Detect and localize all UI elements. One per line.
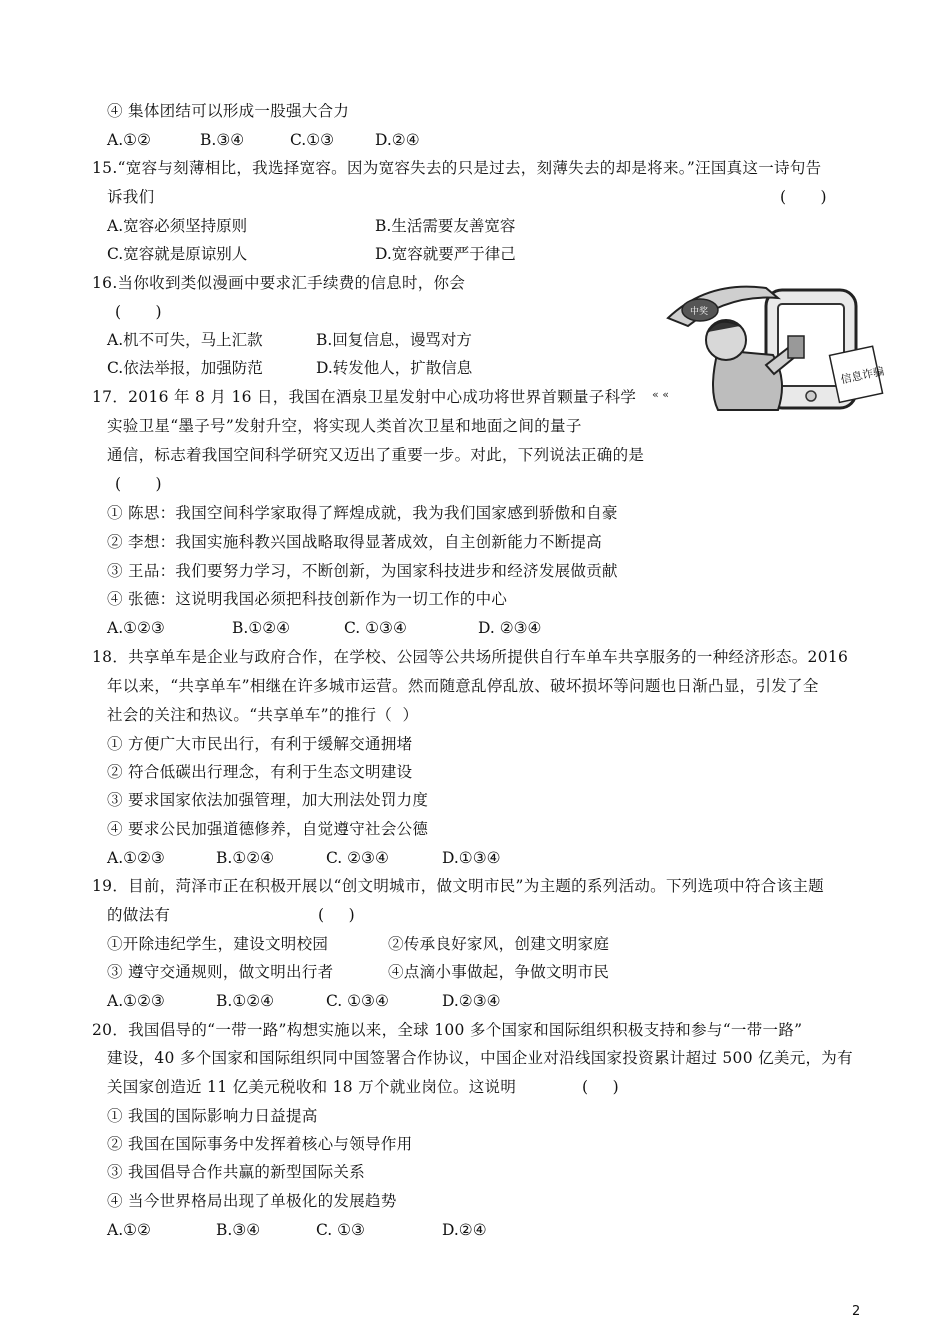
q15-answer-bracket: ( ) — [780, 188, 827, 206]
q18-option-a: A.①②③ — [107, 849, 165, 867]
q15-option-b: B.生活需要友善宽容 — [375, 217, 516, 235]
q20-option-a: A.①② — [107, 1221, 151, 1239]
q20-stem-line1: 20．我国倡导的“一带一路”构想实施以来，全球 100 多个国家和国际组织积极支持和参与“一带一路” — [92, 1021, 803, 1039]
q18-item-3: ③ 要求国家依法加强管理，加大刑法处罚力度 — [107, 791, 429, 809]
q17-stem-line3: 通信，标志着我国空间科学研究又迈出了重要一步。对此，下列说法正确的是 — [107, 446, 645, 464]
q19-item-4: ④点滴小事做起，争做文明市民 — [388, 963, 610, 981]
q14-option-d: D.②④ — [375, 131, 420, 149]
q17-item-4: ④ 张德：这说明我国必须把科技创新作为一切工作的中心 — [107, 590, 508, 608]
q14-option-c: C.①③ — [290, 131, 335, 149]
q20-stem-line2: 建设，40 多个国家和国际组织同中国签署合作协议，中国企业对沿线国家投资累计超过 500 亿美元，为有 — [107, 1049, 853, 1067]
q14-option-b: B.③④ — [200, 131, 245, 149]
cartoon-label-text: 信息诈骗 — [839, 364, 886, 387]
q16-stem-line1: 16.当你收到类似漫画中要求汇手续费的信息时，你会 — [92, 274, 466, 292]
q18-stem-line2: 年以来，“共享单车”相继在许多城市运营。然而随意乱停乱放、破坏损坏等问题也日渐凸显，引发了全 — [107, 677, 819, 695]
q17-stem-line2: 实验卫星“墨子号”发射升空，将实现人类首次卫星和地面之间的量子 — [107, 417, 582, 435]
q20-item-4: ④ 当今世界格局出现了单极化的发展趋势 — [107, 1192, 397, 1210]
q15-option-c: C.宽容就是原谅别人 — [107, 245, 248, 263]
q15-option-d: D.宽容就要严于律己 — [375, 245, 516, 263]
q17-option-a: A.①②③ — [107, 619, 165, 637]
q17-option-b: B.①②④ — [232, 619, 291, 637]
q18-option-b: B.①②④ — [216, 849, 275, 867]
fraud-cartoon-illustration — [648, 270, 886, 418]
q18-item-1: ① 方便广大市民出行，有利于缓解交通拥堵 — [107, 735, 413, 753]
q20-option-d: D.②④ — [442, 1221, 487, 1239]
q16-option-c: C.依法举报，加强防范 — [107, 359, 263, 377]
q17-option-d: D. ②③④ — [478, 619, 542, 637]
q20-stem-line3: 关国家创造近 11 亿美元税收和 18 万个就业岗位。这说明 — [107, 1078, 517, 1096]
q18-item-4: ④ 要求公民加强道德修养，自觉遵守社会公德 — [107, 820, 429, 838]
q17-answer-bracket: ( ) — [115, 475, 162, 493]
q17-item-3: ③ 王品：我们要努力学习，不断创新，为国家科技进步和经济发展做贡献 — [107, 562, 618, 580]
q20-item-3: ③ 我国倡导合作共赢的新型国际关系 — [107, 1163, 366, 1181]
q20-item-1: ① 我国的国际影响力日益提高 — [107, 1107, 318, 1125]
q19-item-2: ②传承良好家风，创建文明家庭 — [388, 935, 610, 953]
q19-answer-bracket: ( ) — [318, 906, 355, 924]
q17-item-1: ① 陈思：我国空间科学家取得了辉煌成就，我为我们国家感到骄傲和自豪 — [107, 504, 618, 522]
q19-item-3: ③ 遵守交通规则，做文明出行者 — [107, 963, 334, 981]
cartoon-cap-text: 中奖 — [690, 307, 709, 317]
q15-stem-line2: 诉我们 — [107, 188, 155, 206]
q19-option-b: B.①②④ — [216, 992, 275, 1010]
q18-stem-line1: 18．共享单车是企业与政府合作，在学校、公园等公共场所提供自行车单车共享服务的一种经济形态。2016 — [92, 648, 849, 666]
q17-option-c: C. ①③④ — [344, 619, 407, 637]
q19-stem-line2: 的做法有 — [107, 906, 171, 924]
q19-stem-line1: 19．目前，菏泽市正在积极开展以“创文明城市，做文明市民”为主题的系列活动。下列选项中符合该主题 — [92, 877, 824, 895]
q15-stem-line1: 15.“宽容与刻薄相比，我选择宽容。因为宽容失去的只是过去，刻薄失去的却是将来。”汪国真这一诗句告 — [92, 159, 822, 177]
page-number: 2 — [852, 1304, 861, 1319]
q20-option-b: B.③④ — [216, 1221, 261, 1239]
svg-text:« «: « « — [652, 388, 669, 401]
q17-stem-line1: 17．2016 年 8 月 16 日，我国在酒泉卫星发射中心成功将世界首颗量子科学 — [92, 388, 637, 406]
q20-answer-bracket: ( ) — [582, 1078, 619, 1096]
q16-option-d: D.转发他人，扩散信息 — [316, 359, 473, 377]
q19-option-d: D.②③④ — [442, 992, 501, 1010]
q14-option-a: A.①② — [107, 131, 151, 149]
q19-option-c: C. ①③④ — [326, 992, 389, 1010]
q19-item-1: ①开除违纪学生，建设文明校园 — [107, 935, 329, 953]
q16-option-a: A.机不可失，马上汇款 — [107, 331, 263, 349]
q16-option-b: B.回复信息，谩骂对方 — [316, 331, 472, 349]
q20-item-2: ② 我国在国际事务中发挥着核心与领导作用 — [107, 1135, 413, 1153]
q18-option-c: C. ②③④ — [326, 849, 389, 867]
q16-answer-bracket: ( ) — [115, 303, 162, 321]
q18-stem-line3: 社会的关注和热议。“共享单车”的推行（ ） — [107, 706, 419, 724]
q15-option-a: A.宽容必须坚持原则 — [107, 217, 248, 235]
q20-option-c: C. ①③ — [316, 1221, 365, 1239]
q19-option-a: A.①②③ — [107, 992, 165, 1010]
q17-item-2: ② 李想：我国实施科教兴国战略取得显著成效，自主创新能力不断提高 — [107, 533, 603, 551]
q14-item-4: ④ 集体团结可以形成一股强大合力 — [107, 102, 350, 120]
q18-option-d: D.①③④ — [442, 849, 501, 867]
q18-item-2: ② 符合低碳出行理念，有利于生态文明建设 — [107, 763, 413, 781]
